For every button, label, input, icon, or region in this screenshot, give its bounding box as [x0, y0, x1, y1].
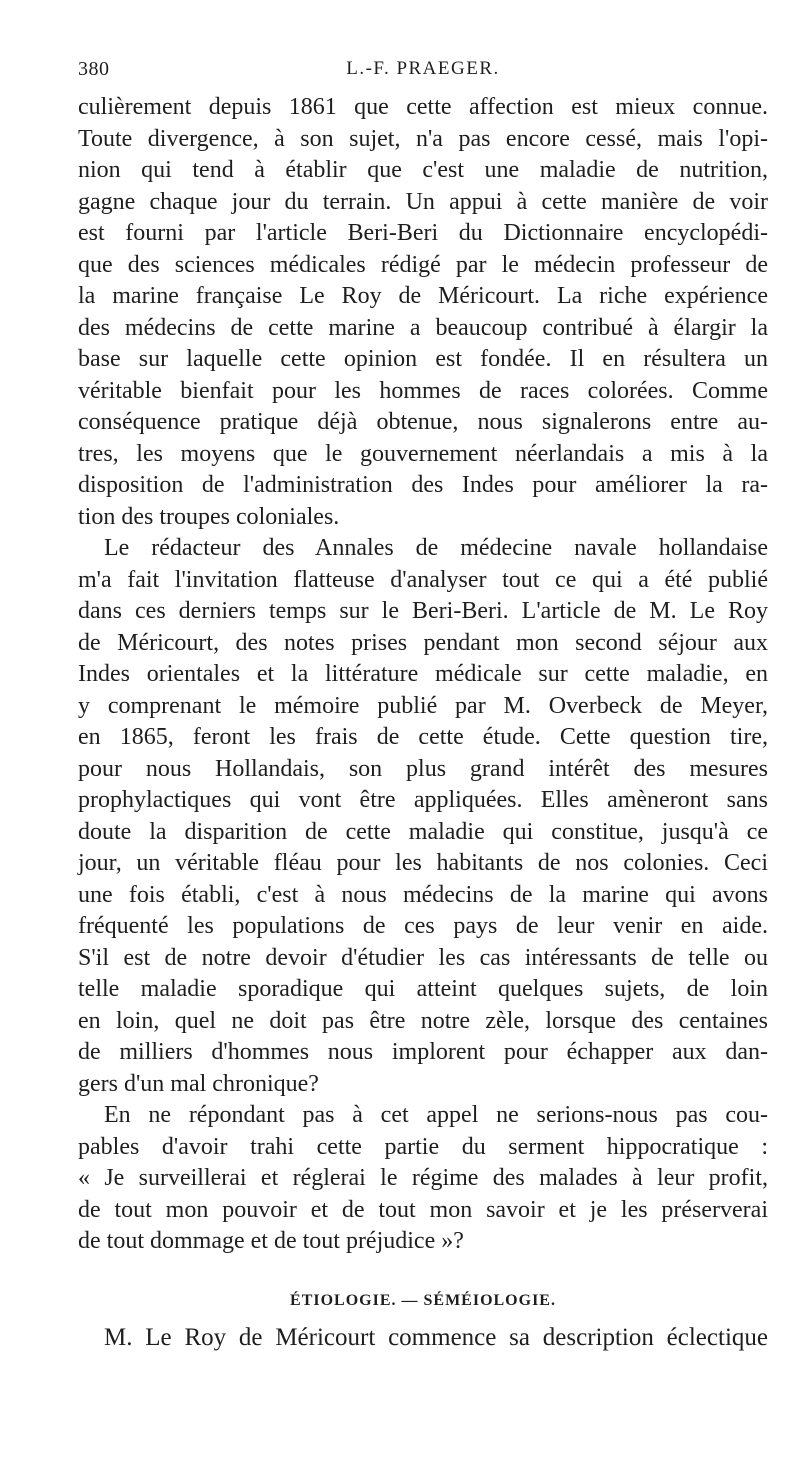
text-line: est fourni par l'article Beri-Beri du Dictionnaire encyclopédi- — [78, 220, 768, 246]
body-text — [78, 92, 768, 1258]
text-line: conséquence pratique déjà obtenue, nous signalerons entre au- — [78, 409, 768, 435]
text-line: Indes orientales et la littérature médicale sur cette maladie, en — [78, 661, 768, 687]
text-line: tres, les moyens que le gouvernement néerlandais a mis à la — [78, 440, 768, 467]
text-line: S'il est de notre devoir d'étudier les cas intéressants de telle ou — [78, 944, 768, 971]
text-line: disposition de l'administration des Indes pour améliorer la ra- — [78, 472, 768, 498]
section-heading: ÉTIOLOGIE. — SÉMÉIOLOGIE. — [290, 1292, 556, 1309]
final-paragraph — [78, 1322, 768, 1354]
text-line: « Je surveillerai et réglerai le régime des malades à leur profit, — [78, 1165, 768, 1191]
text-line: nion qui tend à établir que c'est une maladie de nutrition, — [78, 157, 768, 183]
text-line: que des sciences médicales rédigé par le médecin professeur de — [78, 251, 768, 278]
text-line: pour nous Hollandais, son plus grand intérêt des mesures — [78, 755, 768, 782]
text-line: En ne répondant pas à cet appel ne serions-nous pas cou- — [104, 1102, 768, 1128]
text-line: m'a fait l'invitation flatteuse d'analyser tout ce qui a été publié — [78, 566, 768, 593]
text-line: prophylactiques qui vont être appliquées. Elles amèneront sans — [78, 787, 768, 813]
text-line: la marine française Le Roy de Méricourt. La riche expérience — [78, 283, 768, 309]
text-line: gers d'un mal chronique? — [78, 1070, 319, 1097]
text-line: de Méricourt, des notes prises pendant mon second séjour aux — [78, 629, 768, 656]
text-line: de tout dommage et de tout préjudice »? — [78, 1228, 464, 1254]
text-line: fréquenté les populations de ces pays de leur venir en aide. — [78, 913, 768, 939]
text-line: de tout mon pouvoir et de tout mon savoir et je les préserverai — [78, 1196, 768, 1223]
text-line: véritable bienfait pour les hommes de races colorées. Comme — [78, 377, 768, 404]
page-number: 380 — [78, 58, 110, 80]
text-line: Le rédacteur des Annales de médecine navale hollandaise — [104, 535, 768, 561]
text-line: une fois établi, c'est à nous médecins de la marine qui avons — [78, 881, 768, 908]
text-line: Toute divergence, à son sujet, n'a pas encore cessé, mais l'opi- — [78, 125, 768, 152]
text-line: y comprenant le mémoire publié par M. Overbeck de Meyer, — [78, 692, 768, 719]
text-line: jour, un véritable fléau pour les habitants de nos colonies. Ceci — [78, 850, 768, 876]
text-line: des médecins de cette marine a beaucoup contribué à élargir la — [78, 314, 768, 341]
text-line: base sur laquelle cette opinion est fondée. Il en résultera un — [78, 346, 768, 372]
text-line: gagne chaque jour du terrain. Un appui à cette manière de voir — [78, 188, 768, 215]
running-head-author: L.-F. PRAEGER. — [346, 58, 500, 79]
text-line: de milliers d'hommes nous implorent pour échapper aux dan- — [78, 1039, 768, 1065]
text-line: doute la disparition de cette maladie qui constitue, jusqu'à ce — [78, 818, 768, 845]
text-line: en 1865, feront les frais de cette étude. Cette question tire, — [78, 724, 768, 750]
text-line: tion des troupes coloniales. — [78, 503, 340, 530]
text-line: en loin, quel ne doit pas être notre zèle, lorsque des centaines — [78, 1007, 768, 1034]
text-line: telle maladie sporadique qui atteint quelques sujets, de loin — [78, 976, 768, 1002]
running-head — [78, 58, 768, 84]
text-line: M. Le Roy de Méricourt commence sa description éclectique — [104, 1324, 768, 1351]
text-line: pables d'avoir trahi cette partie du serment hippocratique : — [78, 1133, 768, 1160]
text-line: culièrement depuis 1861 que cette affection est mieux connue. — [78, 94, 768, 120]
text-line: dans ces derniers temps sur le Beri-Beri. L'article de M. Le Roy — [78, 598, 768, 624]
